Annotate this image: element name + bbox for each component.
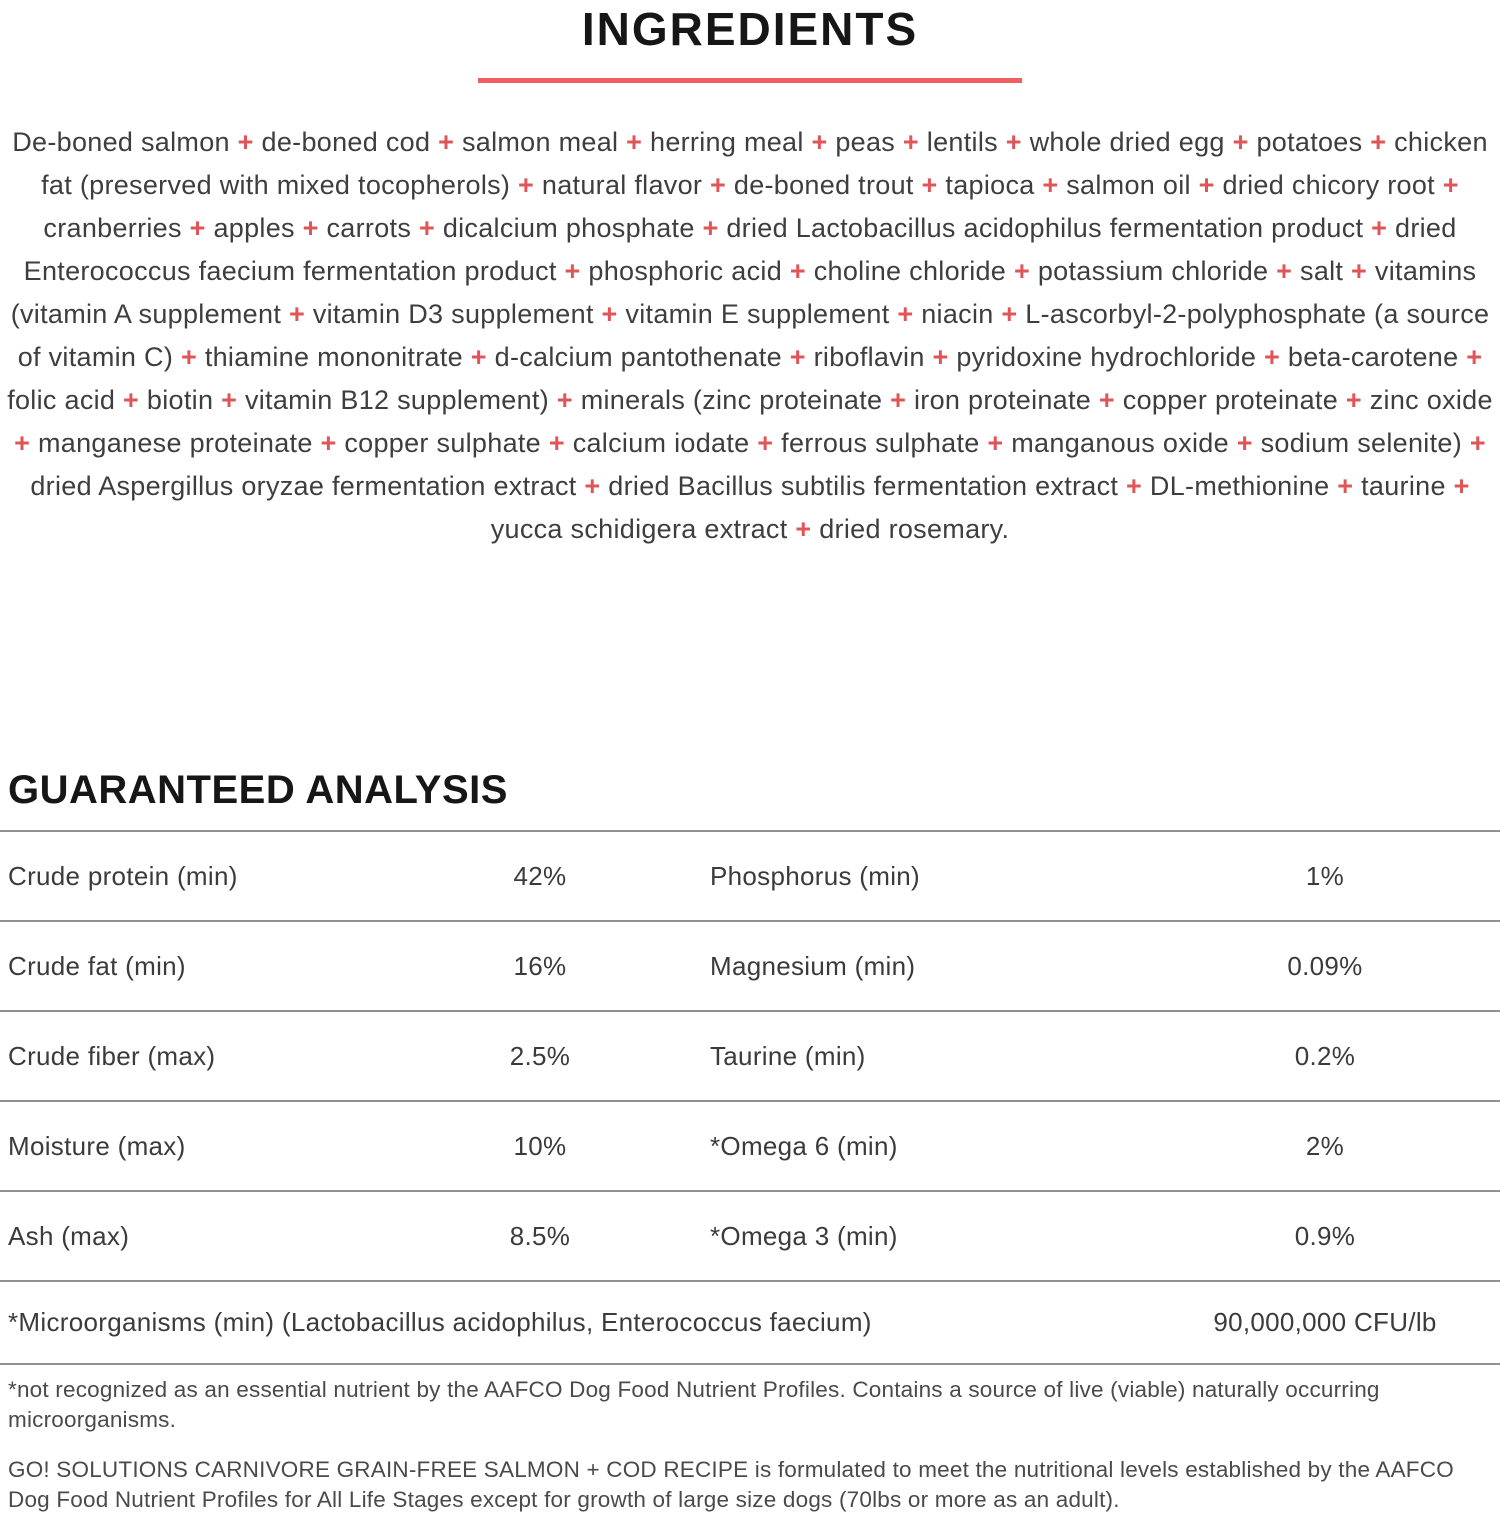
plus-separator: + [1013, 256, 1031, 286]
nutrient-label: *Microorganisms (min) (Lactobacillus acidophilus, Enterococcus faecium) [8, 1307, 872, 1337]
plus-separator: + [470, 342, 487, 372]
plus-separator: + [221, 385, 238, 415]
plus-separator: + [1469, 428, 1486, 458]
plus-separator: + [1236, 428, 1253, 458]
nutrient-value: 0.9% [1294, 1220, 1356, 1251]
analysis-row [0, 922, 1500, 1012]
plus-separator: + [795, 514, 812, 544]
plus-separator: + [890, 385, 907, 415]
nutrient-value: 0.2% [1294, 1040, 1356, 1071]
plus-separator: + [1370, 127, 1387, 157]
plus-separator: + [1453, 471, 1470, 501]
ingredients-header [0, 0, 1500, 83]
plus-separator: + [601, 299, 618, 329]
plus-separator: + [320, 428, 337, 458]
ingredients-paragraph: De-boned salmon + de-boned cod + salmon meal + herring meal + peas + lentils + whole dried egg + potatoes + chicken fat (preserved with mixed tocopherols) + natural flavor + de-boned trout + tapioca + salmon oil + dried chicory root + cranberries + apples + carrots + dicalcium phosphate + dried Lactobacillus acidophilus fermentation product + dried Enterococcus faecium fermentation product + phosphoric acid + choline chloride + potassium chloride + salt + vitamins (vitamin A supplement + vitamin D3 supplement + vitamin E supplement + niacin + L-ascorbyl-2-polyphosphate (a source of vitamin C) + thiamine mononitrate + d-calcium pantothenate + riboflavin + pyridoxine hydrochloride + beta-carotene + folic acid + biotin + vitamin B12 supplement) + minerals (zinc proteinate + iron proteinate + copper proteinate + zinc oxide + manganese proteinate + copper sulphate + calcium iodate + ferrous sulphate + manganous oxide + sodium selenite) + dried Aspergillus oryzae fermentation extract + dried Bacillus subtilis fermentation extract + DL-methionine + taurine + yucca schidigera extract + dried rosemary. [7, 127, 1493, 544]
plus-separator: + [757, 428, 774, 458]
plus-separator: + [710, 170, 727, 200]
plus-separator: + [1126, 471, 1143, 501]
plus-separator: + [302, 213, 319, 243]
plus-separator: + [902, 127, 919, 157]
plus-separator: + [702, 213, 719, 243]
plus-separator: + [1345, 385, 1362, 415]
plus-separator: + [789, 342, 806, 372]
title-underline-rule [478, 78, 1022, 83]
plus-separator: + [180, 342, 198, 372]
footnote-aafco-nutrient: *not recognized as an essential nutrient by the AAFCO Dog Food Nutrient Profiles. Contains a source of live (viable) naturally occurring microorganisms. [8, 1376, 1380, 1432]
plus-separator: + [1264, 342, 1281, 372]
nutrient-label: *Omega 3 (min) [710, 1220, 898, 1251]
nutrient-label: *Omega 6 (min) [710, 1130, 898, 1161]
nutrient-value: 2% [1305, 1130, 1345, 1161]
analysis-row [0, 1192, 1500, 1282]
plus-separator: + [921, 170, 938, 200]
nutrient-label: Phosphorus (min) [710, 860, 920, 891]
nutrient-value: 42% [513, 860, 567, 891]
plus-separator: + [438, 127, 455, 157]
nutrient-label: Ash (max) [8, 1220, 130, 1251]
plus-separator: + [626, 127, 643, 157]
nutrient-value: 1% [1305, 860, 1345, 891]
plus-separator: + [14, 428, 31, 458]
nutrient-value: 90,000,000 CFU/lb [1213, 1307, 1437, 1337]
analysis-row [0, 1012, 1500, 1102]
nutrient-label: Magnesium (min) [710, 950, 916, 981]
analysis-row [0, 832, 1500, 922]
nutrient-value: 8.5% [509, 1220, 571, 1251]
nutrient-value: 16% [513, 950, 567, 981]
plus-separator: + [518, 170, 535, 200]
plus-separator: + [789, 256, 806, 286]
plus-separator: + [584, 471, 601, 501]
plus-separator: + [548, 428, 565, 458]
nutrient-label: Crude fiber (max) [8, 1040, 216, 1071]
analysis-row-microorganisms [0, 1282, 1500, 1365]
plus-separator: + [1466, 342, 1483, 372]
plus-separator: + [1337, 471, 1354, 501]
plus-separator: + [1005, 127, 1022, 157]
nutrient-label: Taurine (min) [710, 1040, 866, 1071]
plus-separator: + [897, 299, 914, 329]
guaranteed-analysis-heading: GUARANTEED ANALYSIS [8, 768, 508, 812]
plus-separator: + [1098, 385, 1115, 415]
plus-separator: + [1371, 213, 1388, 243]
plus-separator: + [123, 385, 140, 415]
guaranteed-analysis-table [0, 830, 1500, 1365]
plus-separator: + [932, 342, 949, 372]
plus-separator: + [1198, 170, 1215, 200]
plus-separator: + [288, 299, 306, 329]
plus-separator: + [987, 428, 1004, 458]
plus-separator: + [1232, 127, 1249, 157]
nutrient-value: 0.09% [1287, 950, 1363, 981]
plus-separator: + [189, 213, 206, 243]
nutrient-label: Moisture (max) [8, 1130, 186, 1161]
plus-separator: + [237, 127, 254, 157]
plus-separator: + [564, 256, 581, 286]
plus-separator: + [1276, 256, 1293, 286]
plus-separator: + [811, 127, 828, 157]
plus-separator: + [1351, 256, 1368, 286]
plus-separator: + [556, 385, 573, 415]
nutrient-label: Crude protein (min) [8, 860, 238, 891]
analysis-row [0, 1102, 1500, 1192]
plus-separator: + [1442, 170, 1459, 200]
nutrient-label: Crude fat (min) [8, 950, 186, 981]
ingredients-title: INGREDIENTS [581, 3, 919, 55]
plus-separator: + [1042, 170, 1059, 200]
plus-separator: + [418, 213, 436, 243]
plus-separator: + [1001, 299, 1018, 329]
nutrient-value: 2.5% [509, 1040, 571, 1071]
nutrient-value: 10% [513, 1130, 567, 1161]
footnote-formulation: GO! SOLUTIONS CARNIVORE GRAIN-FREE SALMON + COD RECIPE is formulated to meet the nutritional levels established by the AAFCO Dog Food Nutrient Profiles for All Life Stages except for growth of large size dogs (70lbs or more as an adult). [8, 1456, 1454, 1512]
